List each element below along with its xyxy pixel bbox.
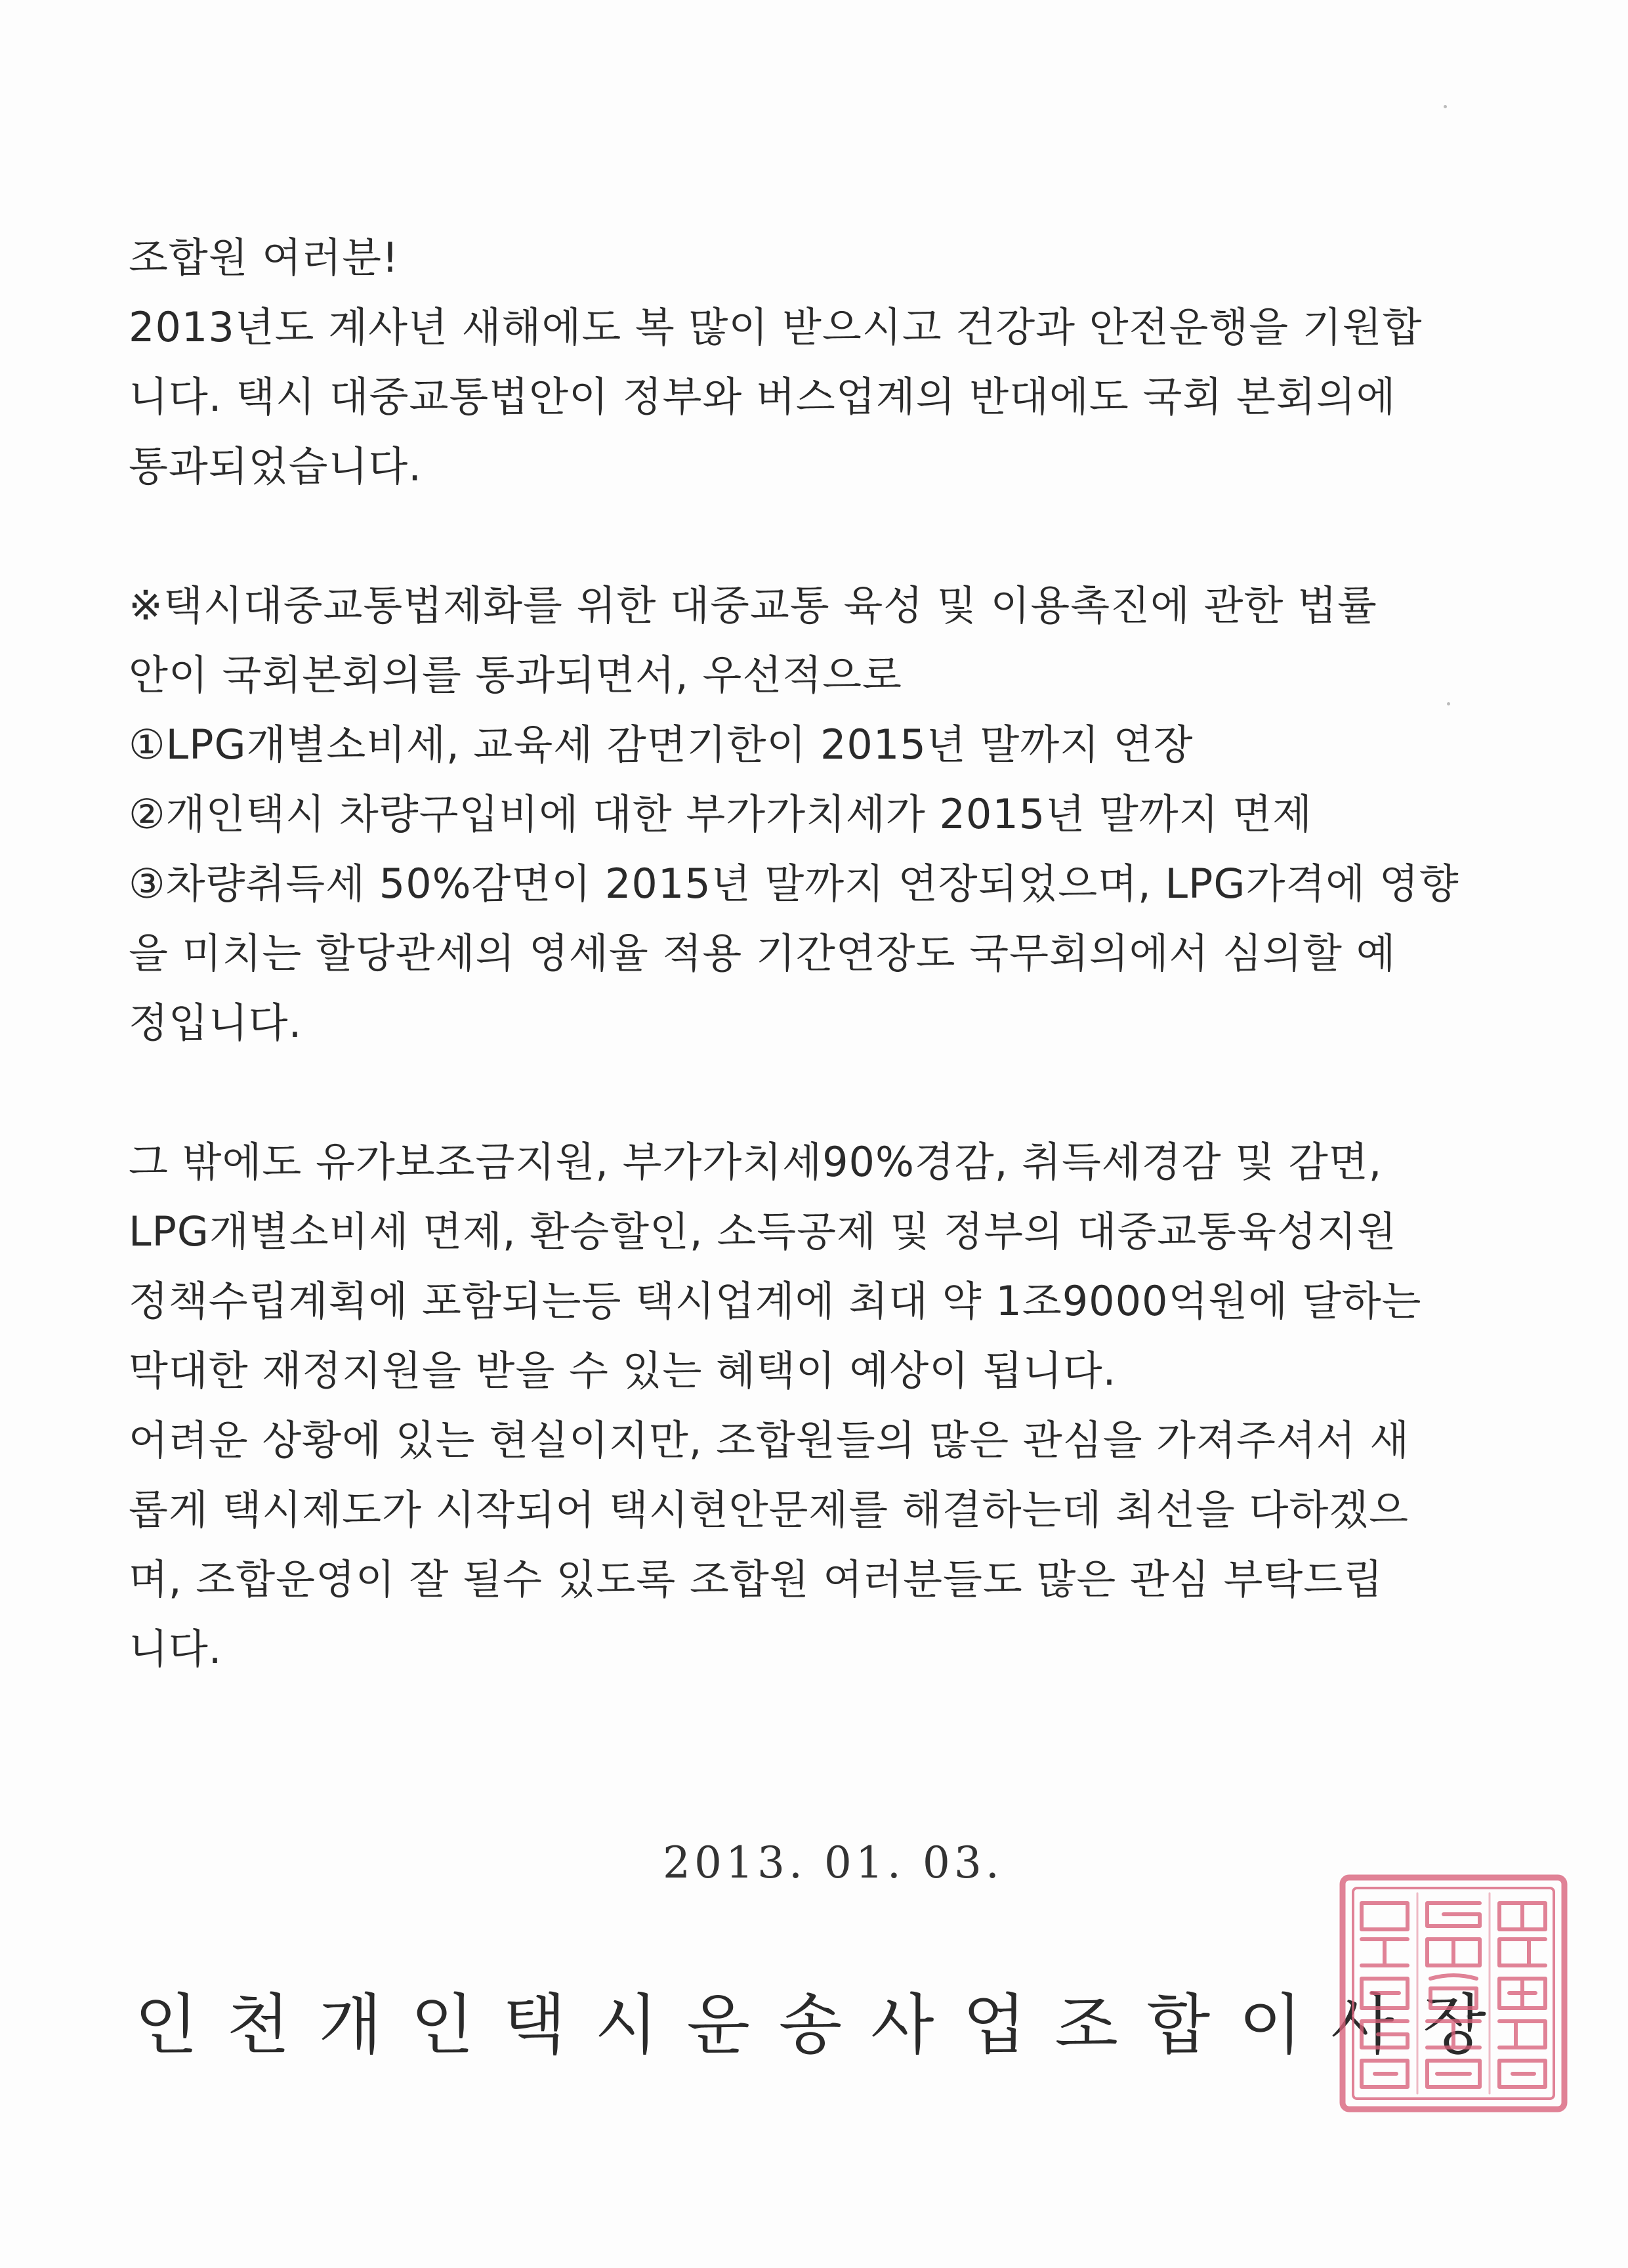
intro-line: 2013년도 계사년 새해에도 복 많이 받으시고 건강과 안전운행을 기원합 [129, 303, 1423, 351]
benefit-item: 정입니다. [129, 999, 303, 1047]
signature-char: 사 [1331, 1986, 1394, 2063]
letter-date: 2013. 01. 03. [663, 1838, 1003, 1888]
signature-char: 장 [1423, 1986, 1486, 2063]
support-line: 막대한 재정지원을 받을 수 있는 혜택이 예상이 됩니다. [129, 1347, 1117, 1395]
closing-line: 롭게 택시제도가 시작되어 택시현안문제를 해결하는데 최선을 다하겠으 [129, 1486, 1409, 1534]
closing-line: 며, 조합운영이 잘 될수 있도록 조합원 여러분들도 많은 관심 부탁드립 [129, 1555, 1384, 1603]
signature-char: 개 [318, 1986, 383, 2063]
notice-line: 안이 국회본회의를 통과되면서, 우선적으로 [129, 651, 902, 699]
letter-body [129, 223, 1480, 1684]
intro-line: 통과되었습니다. [129, 442, 422, 490]
signature-char: 인 [135, 1986, 198, 2063]
support-line: LPG개별소비세 면제, 환승할인, 소득공제 및 정부의 대중교통육성지원 [129, 1208, 1397, 1255]
paragraph-gap [129, 1058, 1480, 1127]
signature-char: 송 [778, 1986, 843, 2063]
signature-char: 택 [502, 1986, 566, 2063]
greeting: 조합원 여러분! [129, 234, 399, 282]
intro-line: 니다. 택시 대중교통법안이 정부와 버스업계의 반대에도 국회 본회의에 [129, 373, 1396, 421]
signature-char: 운 [686, 1986, 751, 2063]
support-line: 그 밖에도 유가보조금지원, 부가가치세90%경감, 취득세경감 및 감면, [129, 1138, 1383, 1186]
signature-char: 인 [410, 1986, 474, 2063]
benefit-item: ②개인택시 차량구입비에 대한 부가가치세가 2015년 말까지 면제 [129, 790, 1313, 838]
notice-line: ※택시대중교통법제화를 위한 대중교통 육성 및 이용촉진에 관한 법률 [129, 581, 1377, 629]
signature-char: 합 [1146, 1986, 1211, 2063]
benefit-item: ①LPG개별소비세, 교육세 감면기한이 2015년 말까지 연장 [129, 721, 1194, 768]
signature-line [135, 1972, 1486, 2067]
benefit-item: 을 미치는 할당관세의 영세율 적용 기간연장도 국무회의에서 심의할 예 [129, 929, 1396, 977]
paragraph-gap [129, 501, 1480, 571]
benefit-item: ③차량취득세 50%감면이 2015년 말까지 연장되었으며, LPG가격에 영향 [129, 860, 1459, 908]
closing-line: 니다. [129, 1625, 222, 1673]
signature-char: 천 [226, 1986, 290, 2063]
signature-char: 조 [1054, 1986, 1118, 2063]
signature-char: 이 [1238, 1986, 1303, 2063]
signature-char: 시 [595, 1986, 658, 2063]
closing-line: 어려운 상황에 있는 현실이지만, 조합원들의 많은 관심을 가져주셔서 새 [129, 1416, 1410, 1464]
support-line: 정책수립계획에 포함되는등 택시업계에 최대 약 1조9000억원에 달하는 [129, 1277, 1422, 1325]
official-seal-icon [1339, 1874, 1568, 2113]
signature-char: 업 [963, 1986, 1026, 2063]
signature-char: 사 [870, 1986, 934, 2063]
